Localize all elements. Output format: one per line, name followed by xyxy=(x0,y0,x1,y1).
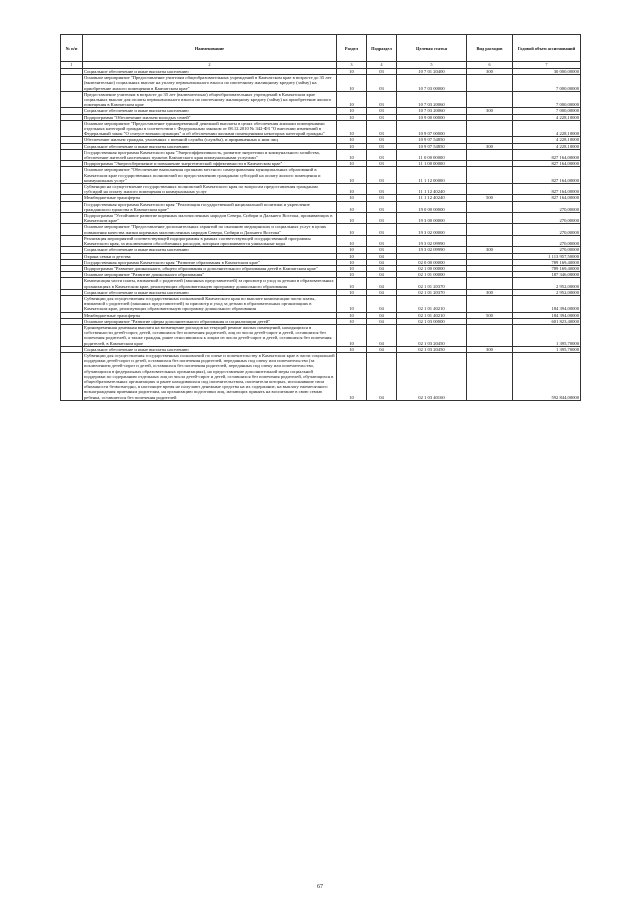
target-article-cell: 11 1 12 40240 xyxy=(397,195,467,201)
subsection-cell: 03 xyxy=(367,75,397,92)
section-cell: 10 xyxy=(337,114,367,120)
amount-cell: 592 844,00000 xyxy=(513,352,581,400)
row-number-cell xyxy=(61,295,83,312)
amount-cell: 7 000,00000 xyxy=(513,91,581,108)
table-row xyxy=(61,184,581,195)
amount-cell: 7 000,00000 xyxy=(513,108,581,114)
expense-kind-cell: 500 xyxy=(467,195,513,201)
section-cell: 10 xyxy=(337,91,367,108)
table-row xyxy=(61,120,581,137)
target-article-cell: 02 1 00 00000 xyxy=(397,265,467,271)
table-header xyxy=(61,35,581,69)
section-cell: 10 xyxy=(337,120,367,137)
amount-cell: 270,00000 xyxy=(513,235,581,246)
amount-cell: 184 394,00000 xyxy=(513,295,581,312)
item-name-cell: Социальное обеспечение и иные выплаты населению xyxy=(83,346,337,352)
subsection-cell: 03 xyxy=(367,114,397,120)
column-number: 5 xyxy=(397,62,467,69)
amount-cell: 789 169,40000 xyxy=(513,265,581,271)
amount-cell: 827 164,00000 xyxy=(513,167,581,184)
amount-cell: 827 164,00000 xyxy=(513,184,581,195)
subsection-cell: 03 xyxy=(367,143,397,149)
header-cell: Наименование xyxy=(83,35,337,62)
item-name-cell: Компенсация части платы, взимаемой с родителей (законных представителей) за присмотр и уход за детьми в образовательных организациях в Камчатском крае, реализующих образовательную программу дошкольного образования xyxy=(83,278,337,289)
target-article-cell: 19 3 00 00000 xyxy=(397,213,467,224)
row-number-cell xyxy=(61,75,83,92)
item-name-cell: Охрана семьи и детства xyxy=(83,253,337,259)
expense-kind-cell xyxy=(467,324,513,346)
amount-cell: 1 395,70000 xyxy=(513,346,581,352)
item-name-cell: Подпрограмма "Обеспечение жильем молодых семей" xyxy=(83,114,337,120)
target-article-cell: 10 7 03 20060 xyxy=(397,91,467,108)
target-article-cell: 10 7 01 20400 xyxy=(397,69,467,75)
amount-cell: 827 164,00000 xyxy=(513,161,581,167)
amount-cell: 187 346,00000 xyxy=(513,272,581,278)
subsection-cell: 03 xyxy=(367,167,397,184)
expense-kind-cell xyxy=(467,224,513,235)
section-cell: 10 xyxy=(337,272,367,278)
header-cell: Подраздел xyxy=(367,35,397,62)
expense-kind-cell xyxy=(467,201,513,212)
subsection-cell: 04 xyxy=(367,265,397,271)
section-cell: 10 xyxy=(337,235,367,246)
item-name-cell: Межбюджетные трансферты xyxy=(83,195,337,201)
expense-kind-cell xyxy=(467,184,513,195)
target-article-cell: 10 7 03 20060 xyxy=(397,108,467,114)
item-name-cell: Реализация мероприятий соответствующей подпрограммы в рамках соответствующей государственной программы Камчатского края, за исключением обособленных расходов, которым присваиваются уникальные коды xyxy=(83,235,337,246)
target-article-cell: 02 1 03 40160 xyxy=(397,352,467,400)
expense-kind-cell xyxy=(467,352,513,400)
amount-cell: 270,00000 xyxy=(513,213,581,224)
header-cell: Целевая статья xyxy=(397,35,467,62)
item-name-cell: Подпрограмма "Устойчивое развитие коренных малочисленных народов Севера, Сибири и Дальнего Востока, проживающих в Камчатском крае" xyxy=(83,213,337,224)
header-cell: Годовой объем ассигнований xyxy=(513,35,581,62)
header-cell: № п/п xyxy=(61,35,83,62)
target-article-cell: 10 9 07 54850 xyxy=(397,137,467,143)
item-name-cell: Социальное обеспечение и иные выплаты населению xyxy=(83,143,337,149)
row-number-cell xyxy=(61,184,83,195)
target-article-cell: 19 3 02 09990 xyxy=(397,247,467,253)
subsection-cell: 04 xyxy=(367,346,397,352)
target-article-cell: 02 1 01 20370 xyxy=(397,289,467,295)
subsection-cell: 03 xyxy=(367,120,397,137)
column-number: 3 xyxy=(337,62,367,69)
target-article-cell: 11 0 00 00000 xyxy=(397,149,467,160)
section-cell: 10 xyxy=(337,224,367,235)
table-row xyxy=(61,75,581,92)
expense-kind-cell xyxy=(467,235,513,246)
subsection-cell: 03 xyxy=(367,213,397,224)
table-row xyxy=(61,224,581,235)
amount-cell: 827 164,00000 xyxy=(513,149,581,160)
item-name-cell: Основное мероприятие "Развитие дошкольного образования" xyxy=(83,272,337,278)
expense-kind-cell xyxy=(467,213,513,224)
subsection-cell: 03 xyxy=(367,69,397,75)
row-number-cell xyxy=(61,352,83,400)
item-name-cell: Основное мероприятие "Предоставление единовременной денежной выплаты в целях обеспечения жилыми помещениями отдельных категорий граждан в соответствии с Федеральным законом от 08.12.2010 № 342-ФЗ "О внесении изменений в Федеральный закон "О статусе военнослужащих" и об обеспечении жилыми помещениями некоторых категорий граждан" xyxy=(83,120,337,137)
amount-cell: 1 113 957,50000 xyxy=(513,253,581,259)
target-article-cell: 02 1 01 40210 xyxy=(397,312,467,318)
item-name-cell: Субвенции на осуществление государственных полномочий Камчатского края по вопросам предоставления гражданам субсидий на оплату жилого помещения и коммунальных услуг xyxy=(83,184,337,195)
header-cell: Раздел xyxy=(337,35,367,62)
row-number-cell xyxy=(61,324,83,346)
expense-kind-cell: 500 xyxy=(467,312,513,318)
section-cell: 10 xyxy=(337,278,367,289)
target-article-cell: 11 1 12 00000 xyxy=(397,167,467,184)
table-row xyxy=(61,167,581,184)
expense-kind-cell: 300 xyxy=(467,69,513,75)
row-number-cell xyxy=(61,120,83,137)
target-article-cell: 19 0 00 00000 xyxy=(397,201,467,212)
target-article-cell: 02 1 01 20370 xyxy=(397,278,467,289)
section-cell: 10 xyxy=(337,265,367,271)
target-article-cell: 10 9 00 00000 xyxy=(397,114,467,120)
column-number: 1 xyxy=(61,62,83,69)
section-cell: 10 xyxy=(337,69,367,75)
subsection-cell: 03 xyxy=(367,161,397,167)
column-number: 7 xyxy=(513,62,581,69)
expense-kind-cell xyxy=(467,295,513,312)
header-cell: Вид расходов xyxy=(467,35,513,62)
column-number: 2 xyxy=(83,62,337,69)
amount-cell: 270,00000 xyxy=(513,224,581,235)
item-name-cell: Субвенции для осуществления государственных полномочий Камчатского края по выплате компенсации части платы, взимаемой с родителей (законных представителей) за присмотр и уход за детьми в образовательных организациях в Камчатском крае, реализующих образовательную программу дошкольного образования xyxy=(83,295,337,312)
subsection-cell: 04 xyxy=(367,318,397,324)
subsection-cell: 04 xyxy=(367,253,397,259)
subsection-cell: 04 xyxy=(367,295,397,312)
target-article-cell: 02 1 03 20450 xyxy=(397,346,467,352)
section-cell: 10 xyxy=(337,167,367,184)
target-article-cell: 02 0 00 00000 xyxy=(397,259,467,265)
subsection-cell: 04 xyxy=(367,289,397,295)
expense-kind-cell xyxy=(467,75,513,92)
amount-cell: 1 395,70000 xyxy=(513,324,581,346)
section-cell: 10 xyxy=(337,108,367,114)
target-article-cell: 11 1 12 40240 xyxy=(397,184,467,195)
page-number: 67 xyxy=(317,884,323,890)
item-name-cell: Подпрограмма "Развитие дошкольного, общего образования и дополнительного образования детей в Камчатском крае" xyxy=(83,265,337,271)
amount-cell: 4 228,10000 xyxy=(513,114,581,120)
table-row xyxy=(61,295,581,312)
row-number-cell xyxy=(61,224,83,235)
item-name-cell: Основное мероприятие "Предоставление дополнительных гарантий по оказанию медицинских и социальных услуг в целях повышения качества жизни коренных малочисленных народов Севера, Сибири и Дальнего Востока" xyxy=(83,224,337,235)
expense-kind-cell: 300 xyxy=(467,346,513,352)
amount-cell: 2 952,00000 xyxy=(513,278,581,289)
row-number-cell xyxy=(61,91,83,108)
expense-kind-cell: 300 xyxy=(467,108,513,114)
amount-cell: 789 169,40000 xyxy=(513,259,581,265)
target-article-cell: 10 7 03 00000 xyxy=(397,75,467,92)
amount-cell: 7 000,00000 xyxy=(513,75,581,92)
amount-cell: 270,00000 xyxy=(513,201,581,212)
item-name-cell: Основное мероприятие "Предоставление учителям общеобразовательных учреждений в Камчатском крае в возрасте до 35 лет (включительно) социальных выплат на уплату первоначального взноса по ипотечному жилищному кредиту (займу) на приобретение жилого помещения в Камчатском крае" xyxy=(83,75,337,92)
section-cell: 10 xyxy=(337,201,367,212)
section-cell: 10 xyxy=(337,312,367,318)
section-cell: 10 xyxy=(337,195,367,201)
column-number-row xyxy=(61,62,581,69)
target-article-cell: 02 1 03 00000 xyxy=(397,318,467,324)
amount-cell: 4 228,10000 xyxy=(513,120,581,137)
table-body xyxy=(61,69,581,401)
item-name-cell: Подпрограмма "Энергосбережение и повышение энергетической эффективности в Камчатском крае" xyxy=(83,161,337,167)
table-row xyxy=(61,235,581,246)
row-number-cell xyxy=(61,167,83,184)
subsection-cell: 03 xyxy=(367,184,397,195)
subsection-cell: 04 xyxy=(367,352,397,400)
section-cell: 10 xyxy=(337,352,367,400)
row-number-cell xyxy=(61,149,83,160)
subsection-cell: 03 xyxy=(367,108,397,114)
expense-kind-cell xyxy=(467,149,513,160)
section-cell: 10 xyxy=(337,143,367,149)
target-article-cell: 10 9 07 54850 xyxy=(397,143,467,149)
subsection-cell: 03 xyxy=(367,137,397,143)
amount-cell: 184 394,00000 xyxy=(513,312,581,318)
section-cell: 10 xyxy=(337,318,367,324)
header-row xyxy=(61,35,581,62)
subsection-cell: 04 xyxy=(367,312,397,318)
section-cell: 10 xyxy=(337,184,367,195)
expense-kind-cell xyxy=(467,278,513,289)
subsection-cell: 04 xyxy=(367,259,397,265)
target-article-cell: 19 3 02 00000 xyxy=(397,224,467,235)
expense-kind-cell xyxy=(467,120,513,137)
item-name-cell: Социальное обеспечение и иные выплаты населению xyxy=(83,289,337,295)
item-name-cell: Социальное обеспечение и иные выплаты населению xyxy=(83,69,337,75)
amount-cell: 827 164,00000 xyxy=(513,195,581,201)
target-article-cell: 19 3 02 09990 xyxy=(397,235,467,246)
row-number-cell xyxy=(61,213,83,224)
column-number: 6 xyxy=(467,62,513,69)
amount-cell: 4 228,10000 xyxy=(513,137,581,143)
table-row xyxy=(61,213,581,224)
table-row xyxy=(61,201,581,212)
section-cell: 10 xyxy=(337,324,367,346)
amount-cell: 601 823,40000 xyxy=(513,318,581,324)
amount-cell: 270,00000 xyxy=(513,247,581,253)
item-name-cell: Обеспечение жильем граждан, уволенных с военной службы (службы), и приравненных к ним лиц xyxy=(83,137,337,143)
item-name-cell: Государственная программа Камчатского края "Развитие образования в Камчатском крае" xyxy=(83,259,337,265)
subsection-cell: 03 xyxy=(367,235,397,246)
amount-cell: 2 952,00000 xyxy=(513,289,581,295)
target-article-cell: 10 9 07 00000 xyxy=(397,120,467,137)
section-cell: 10 xyxy=(337,289,367,295)
subsection-cell: 03 xyxy=(367,247,397,253)
target-article-cell: 02 1 01 40210 xyxy=(397,295,467,312)
item-name-cell: Социальное обеспечение и иные выплаты населению xyxy=(83,108,337,114)
target-article-cell: 02 1 03 20450 xyxy=(397,324,467,346)
expense-kind-cell: 300 xyxy=(467,247,513,253)
section-cell: 10 xyxy=(337,346,367,352)
section-cell: 10 xyxy=(337,213,367,224)
expense-kind-cell: 300 xyxy=(467,289,513,295)
section-cell: 10 xyxy=(337,137,367,143)
expense-kind-cell xyxy=(467,167,513,184)
item-name-cell: Государственная программа Камчатского края "Реализация государственной национальной политики и укрепление гражданского единства в Камчатском крае" xyxy=(83,201,337,212)
item-name-cell: Государственная программа Камчатского края "Энергоэффективность, развитие энергетики и коммунального хозяйства, обеспечение жителей населенных пунктов Камчатского края коммунальными услугами" xyxy=(83,149,337,160)
row-number-cell xyxy=(61,278,83,289)
section-cell: 10 xyxy=(337,259,367,265)
column-number: 4 xyxy=(367,62,397,69)
table-row xyxy=(61,91,581,108)
item-name-cell: Основное мероприятие "Развитие сферы дополнительного образования и социализации детей" xyxy=(83,318,337,324)
subsection-cell: 03 xyxy=(367,195,397,201)
section-cell: 10 xyxy=(337,161,367,167)
budget-table xyxy=(60,34,581,401)
table-row xyxy=(61,352,581,400)
subsection-cell: 04 xyxy=(367,324,397,346)
item-name-cell: Межбюджетные трансферты xyxy=(83,312,337,318)
item-name-cell: Социальное обеспечение и иные выплаты населению xyxy=(83,247,337,253)
subsection-cell: 03 xyxy=(367,91,397,108)
section-cell: 10 xyxy=(337,149,367,160)
item-name-cell: Субвенции для осуществления государственных полномочий по опеке и попечительству в Камчатском крае в части социальной поддержки детей-сирот и детей, оставшихся без попечения родителей, переданных под опеку или попечительство (за исключением детей-сирот и детей, оставшихся без попечения родителей, переданных под опеку или попечительство, обучающихся в федеральных образовательных организациях), на предоставление дополнительной меры социальной поддержки по содержанию отдельных лиц из числа детей-сирот и детей, оставшихся без попечения родителей, обучающихся в общеобразовательных организациях и ранее находившихся под попечительством, попечители которых, исполнявшие свои обязанности безвозмездно, в настоящее время не получают денежные средства на их содержание, на выплату ежемесячного вознаграждения приемным родителям, на организацию подготовки лиц, желающих принять на воспитание в свою семью ребенка, оставшегося без попечения родителей xyxy=(84,352,335,400)
amount-cell: 30 000,00000 xyxy=(513,69,581,75)
subsection-cell: 03 xyxy=(367,149,397,160)
expense-kind-cell: 300 xyxy=(467,143,513,149)
item-name-cell: Основное мероприятие "Обеспечение выполнения органами местного самоуправления муниципальных образований в Камчатском крае государственных полномочий по предоставлению гражданам субсидий на оплату жилого помещения и коммунальных услуг" xyxy=(83,167,337,184)
section-cell: 10 xyxy=(337,75,367,92)
item-name-cell: Единовременная денежная выплата на возмещение расходов на текущий ремонт жилых помещений, находящихся в собственности детей-сирот, детей, оставшихся без попечения родителей, лиц из числа детей-сирот и детей, оставшихся без попечения родителей, а также граждан, ранее относившихся к лицам из числа детей-сирот и детей, оставшихся без попечения родителей, в Камчатском крае xyxy=(83,324,337,346)
section-cell: 10 xyxy=(337,295,367,312)
row-number-cell xyxy=(61,235,83,246)
target-article-cell: 02 1 01 00000 xyxy=(397,272,467,278)
table-row xyxy=(61,149,581,160)
table-row xyxy=(61,324,581,346)
section-cell: 10 xyxy=(337,247,367,253)
section-cell: 10 xyxy=(337,253,367,259)
expense-kind-cell xyxy=(467,91,513,108)
row-number-cell xyxy=(61,201,83,212)
subsection-cell: 04 xyxy=(367,278,397,289)
table-row xyxy=(61,278,581,289)
target-article-cell: 11 1 00 00000 xyxy=(397,161,467,167)
subsection-cell: 03 xyxy=(367,224,397,235)
subsection-cell: 04 xyxy=(367,272,397,278)
amount-cell: 4 228,10000 xyxy=(513,143,581,149)
item-name-cell: Предоставление учителям в возрасте до 35 лет (включительно) общеобразовательных учреждений в Камчатском крае социальных выплат для оплаты первоначального взноса по ипотечному жилищному кредиту (займу) на приобретение жилого помещения в Камчатском крае xyxy=(83,91,337,108)
subsection-cell: 03 xyxy=(367,201,397,212)
